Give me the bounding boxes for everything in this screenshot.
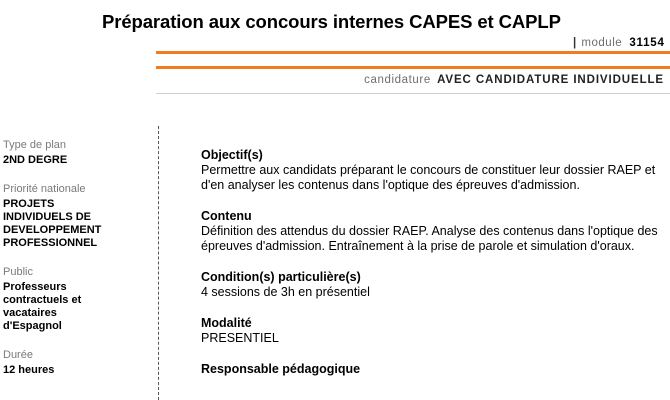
plan-type-label: Type de plan xyxy=(3,139,66,151)
priority-value-line: DEVELOPPEMENT xyxy=(3,224,102,236)
priority-value xyxy=(3,198,143,250)
objectif-text-line: d'en analyser les contenus dans l'optique des épreuves d'admission. xyxy=(201,178,580,192)
conditions-section xyxy=(201,270,670,300)
public-group xyxy=(3,266,143,333)
module-label: module xyxy=(581,37,623,49)
priority-group xyxy=(3,183,143,250)
contenu-heading: Contenu xyxy=(201,209,252,223)
priority-value-line: INDIVIDUELS DE xyxy=(3,211,92,223)
modalite-section xyxy=(201,316,670,346)
plan-type-group xyxy=(3,139,143,167)
candidature-value: AVEC CANDIDATURE INDIVIDUELLE xyxy=(437,74,664,86)
contenu-section xyxy=(201,209,670,254)
priority-value-line: PROFESSIONNEL xyxy=(3,237,98,249)
priority-value-line: PROJETS xyxy=(3,198,55,210)
module-content xyxy=(201,148,670,393)
public-value xyxy=(3,281,143,333)
responsable-section xyxy=(201,362,670,377)
module-separator: | xyxy=(573,37,577,49)
conditions-heading: Condition(s) particulière(s) xyxy=(201,270,361,284)
duration-value: 12 heures xyxy=(3,364,55,376)
modalite-text-line: PRESENTIEL xyxy=(201,331,279,345)
info-sidebar xyxy=(3,139,143,393)
conditions-text-line: 4 sessions de 3h en présentiel xyxy=(201,285,370,299)
public-value-line: contractuels et xyxy=(3,294,82,306)
grey-divider xyxy=(156,93,670,94)
public-value-line: Professeurs xyxy=(3,281,67,293)
public-value-line: vacataires xyxy=(3,307,57,319)
public-value-line: d'Espagnol xyxy=(3,320,62,332)
duration-label: Durée xyxy=(3,349,33,361)
plan-type-value: 2ND DEGRE xyxy=(3,154,68,166)
module-reference xyxy=(573,37,665,49)
module-code: 31154 xyxy=(629,37,665,49)
contenu-text-line: épreuves d'admission. Entraînement à la prise de parole et simulation d'oraux. xyxy=(201,239,635,253)
objectif-text-line: Permettre aux candidats préparant le concours de constituer leur dossier RAEP et xyxy=(201,163,656,177)
candidature-info xyxy=(364,74,664,86)
page-title: Préparation aux concours internes CAPES et CAPLP xyxy=(102,11,561,32)
modalite-heading: Modalité xyxy=(201,316,252,330)
orange-divider-top xyxy=(156,51,670,54)
priority-label: Priorité nationale xyxy=(3,183,86,195)
objectif-heading: Objectif(s) xyxy=(201,148,263,162)
contenu-text-line: Définition des attendus du dossier RAEP. Analyse des contenus dans l'optique des xyxy=(201,224,658,238)
public-label: Public xyxy=(3,266,33,278)
duration-group xyxy=(3,349,143,377)
dotted-column-divider xyxy=(158,126,159,400)
objectif-section xyxy=(201,148,670,193)
orange-divider-bottom xyxy=(156,66,670,69)
candidature-label: candidature xyxy=(364,74,431,86)
responsable-heading: Responsable pédagogique xyxy=(201,362,361,376)
